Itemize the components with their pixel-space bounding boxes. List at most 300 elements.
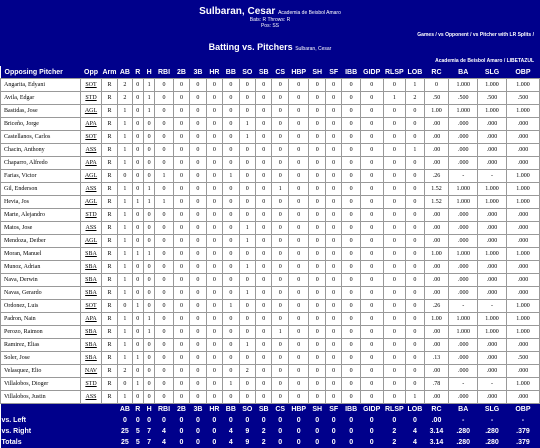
stat-cell: 0: [173, 131, 189, 144]
stat-cell: 0: [190, 235, 206, 248]
column-header-lob[interactable]: LOB: [406, 66, 425, 79]
stat-cell: 0: [155, 339, 174, 352]
stat-cell: 0: [206, 339, 222, 352]
summary-cell: 0: [309, 426, 325, 437]
opponent-link[interactable]: SBA: [81, 274, 102, 287]
stat-cell: .000: [478, 339, 507, 352]
stat-cell: 0: [272, 118, 288, 131]
column-header-cs[interactable]: CS: [272, 66, 288, 79]
stat-cell: .000: [449, 157, 478, 170]
stat-cell: .00: [424, 326, 449, 339]
batting-vs-pitchers-table: [0, 66, 540, 448]
stat-cell: .000: [506, 235, 539, 248]
column-header-h[interactable]: H: [143, 66, 154, 79]
stat-cell: 0: [272, 79, 288, 92]
stat-cell: 0: [309, 157, 325, 170]
stat-cell: 0: [132, 183, 143, 196]
pitcher-name: Nava, Derwin: [1, 274, 81, 287]
stat-cell: 1: [239, 131, 255, 144]
stat-cell: 0: [206, 196, 222, 209]
stat-cell: .000: [478, 274, 507, 287]
stat-cell: 0: [173, 287, 189, 300]
stat-cell: 0: [272, 235, 288, 248]
column-header-sf[interactable]: SF: [325, 66, 341, 79]
stat-cell: 0: [173, 157, 189, 170]
stat-cell: R: [101, 274, 117, 287]
opponent-link[interactable]: ASS: [81, 183, 102, 196]
stat-cell: 0: [383, 352, 406, 365]
team-link[interactable]: Academia de Beisbol Amaro / LIBETAZUL: [435, 58, 534, 64]
stat-cell: R: [101, 326, 117, 339]
stat-cell: 0: [206, 222, 222, 235]
table-row: [1, 157, 540, 170]
column-header-ab[interactable]: AB: [118, 66, 132, 79]
stat-cell: 0: [383, 222, 406, 235]
stat-cell: 0: [223, 209, 239, 222]
stat-cell: 1: [143, 313, 154, 326]
stat-cell: 0: [132, 365, 143, 378]
stat-cell: .000: [506, 157, 539, 170]
column-header-bb[interactable]: BB: [223, 66, 239, 79]
opponent-link[interactable]: SOT: [81, 131, 102, 144]
stat-cell: 0: [383, 391, 406, 404]
stat-cell: 0: [173, 339, 189, 352]
opponent-link[interactable]: SBA: [81, 339, 102, 352]
opponent-link[interactable]: AGL: [81, 105, 102, 118]
stat-cell: .000: [478, 222, 507, 235]
stat-cell: 0: [132, 209, 143, 222]
stat-cell: 0: [256, 248, 272, 261]
stat-cell: .000: [506, 144, 539, 157]
opponent-link[interactable]: SBA: [81, 261, 102, 274]
summary-cell: 0: [325, 437, 341, 448]
opponent-link[interactable]: APA: [81, 157, 102, 170]
summary-cell: 0: [360, 437, 383, 448]
table-row: [1, 79, 540, 92]
stat-cell: 0: [383, 378, 406, 391]
stat-cell: 0: [132, 92, 143, 105]
stat-cell: 0: [256, 79, 272, 92]
stat-cell: 0: [288, 183, 309, 196]
pitcher-name: Castellanos, Carlos: [1, 131, 81, 144]
stat-cell: 0: [309, 183, 325, 196]
stat-cell: 0: [256, 235, 272, 248]
summary-cell: 0: [309, 437, 325, 448]
stat-cell: 0: [256, 391, 272, 404]
stat-cell: 0: [118, 170, 132, 183]
stat-cell: 0: [143, 144, 154, 157]
column-header-ibb[interactable]: IBB: [342, 66, 361, 79]
stat-cell: .000: [449, 209, 478, 222]
summary-cell: 0: [118, 415, 132, 426]
stat-cell: 0: [223, 79, 239, 92]
stat-cell: 0: [173, 365, 189, 378]
stat-cell: 0: [406, 365, 425, 378]
column-header-2b[interactable]: 2B: [173, 66, 189, 79]
stat-cell: 0: [132, 261, 143, 274]
stat-cell: 0: [342, 170, 361, 183]
stat-cell: .000: [449, 131, 478, 144]
stat-cell: 0: [132, 235, 143, 248]
stat-cell: 1: [406, 79, 425, 92]
summary-cell: 4: [406, 437, 425, 448]
stat-cell: 0: [288, 118, 309, 131]
table-row: [1, 339, 540, 352]
opponent-link[interactable]: AGL: [81, 235, 102, 248]
stat-cell: 0: [190, 300, 206, 313]
stat-cell: 0: [155, 222, 174, 235]
table-row: [1, 183, 540, 196]
stat-cell: 0: [272, 144, 288, 157]
stat-cell: 1.000: [449, 79, 478, 92]
column-header-opp[interactable]: Opp: [81, 66, 102, 79]
stat-cell: 1: [239, 235, 255, 248]
stat-cell: 1.000: [478, 79, 507, 92]
stat-cell: 0: [190, 261, 206, 274]
opponent-link[interactable]: STD: [81, 92, 102, 105]
summary-column-header: OBP: [506, 404, 539, 416]
opponent-link[interactable]: SBA: [81, 287, 102, 300]
stat-cell: 0: [383, 248, 406, 261]
stat-cell: 0: [325, 326, 341, 339]
summary-cell: 7: [143, 437, 154, 448]
stat-cell: 0: [383, 183, 406, 196]
stat-cell: 0: [173, 326, 189, 339]
column-header-obp[interactable]: OBP: [506, 66, 539, 79]
column-header-rlsp[interactable]: RLSP: [383, 66, 406, 79]
stat-cell: 0: [239, 105, 255, 118]
bats-throws: Bats: R Throws: R: [249, 17, 291, 23]
stat-cell: 0: [342, 248, 361, 261]
stat-cell: 0: [143, 365, 154, 378]
pitcher-name: Marte, Alejandro: [1, 209, 81, 222]
stat-cell: 0: [325, 79, 341, 92]
pitcher-name: Padron, Nain: [1, 313, 81, 326]
stat-cell: 0: [288, 131, 309, 144]
stat-cell: 1: [143, 326, 154, 339]
stat-cell: 0: [173, 300, 189, 313]
stat-cell: 0: [406, 118, 425, 131]
stat-cell: 1: [118, 131, 132, 144]
opponent-link[interactable]: AGL: [81, 196, 102, 209]
stat-cell: 0: [325, 92, 341, 105]
summary-cell: 4: [406, 426, 425, 437]
stat-cell: 0: [360, 274, 383, 287]
summary-header-blank: [1, 404, 118, 416]
stat-cell: 0: [132, 157, 143, 170]
stat-cell: 0: [223, 222, 239, 235]
stat-cell: 0: [239, 92, 255, 105]
column-header-slg[interactable]: SLG: [478, 66, 507, 79]
stat-cell: 1: [118, 313, 132, 326]
stat-cell: 0: [256, 92, 272, 105]
stat-cell: 0: [309, 365, 325, 378]
stat-cell: 1: [143, 92, 154, 105]
stat-cell: 0: [309, 209, 325, 222]
stat-cell: 0: [325, 209, 341, 222]
column-header-3b[interactable]: 3B: [190, 66, 206, 79]
stat-cell: 0: [118, 300, 132, 313]
table-row: [1, 326, 540, 339]
table-row: [1, 352, 540, 365]
column-header-hbp[interactable]: HBP: [288, 66, 309, 79]
summary-cell: 25: [118, 426, 132, 437]
opponent-link[interactable]: SBA: [81, 326, 102, 339]
summary-cell: 0: [272, 415, 288, 426]
stat-cell: .000: [478, 209, 507, 222]
column-header-arm[interactable]: Arm: [101, 66, 117, 79]
section-title-text: Batting vs. Pitchers: [208, 42, 293, 52]
stat-cell: 1.000: [506, 183, 539, 196]
summary-cell: 2: [256, 426, 272, 437]
stat-cell: .50: [424, 92, 449, 105]
stat-cell: 0: [309, 300, 325, 313]
stat-cell: 0: [272, 248, 288, 261]
stat-cell: 0: [406, 209, 425, 222]
summary-cell: 0: [288, 426, 309, 437]
stat-cell: .000: [478, 118, 507, 131]
stat-cell: 1: [118, 261, 132, 274]
stat-cell: 0: [360, 365, 383, 378]
stat-cell: 0: [342, 222, 361, 235]
stat-cell: 0: [143, 339, 154, 352]
stat-cell: 0: [288, 209, 309, 222]
stat-cell: 0: [132, 118, 143, 131]
stat-cell: 0: [173, 235, 189, 248]
stat-cell: 0: [155, 118, 174, 131]
stat-cell: 0: [173, 170, 189, 183]
stat-cell: 0: [223, 274, 239, 287]
stat-cell: 1: [118, 196, 132, 209]
stat-cell: 0: [206, 352, 222, 365]
stat-cell: 0: [155, 378, 174, 391]
stat-cell: 1: [132, 196, 143, 209]
opponent-link[interactable]: ASS: [81, 222, 102, 235]
stat-cell: 0: [272, 261, 288, 274]
summary-cell: 2: [383, 426, 406, 437]
column-header-sh[interactable]: SH: [309, 66, 325, 79]
stat-cell: 1.000: [478, 313, 507, 326]
stat-cell: 0: [190, 105, 206, 118]
column-header-opposing-pitcher[interactable]: Opposing Pitcher: [1, 66, 81, 79]
stat-cell: 0: [206, 118, 222, 131]
table-row: [1, 222, 540, 235]
stat-cell: 0: [206, 313, 222, 326]
section-title: [0, 42, 540, 52]
column-header-hr[interactable]: HR: [206, 66, 222, 79]
stat-cell: 0: [256, 352, 272, 365]
stat-cell: 0: [309, 313, 325, 326]
stat-cell: 0: [223, 391, 239, 404]
stat-cell: 0: [383, 326, 406, 339]
summary-cell: 0: [325, 426, 341, 437]
stat-cell: 0: [406, 196, 425, 209]
stat-cell: 0: [309, 378, 325, 391]
stat-cell: 0: [360, 391, 383, 404]
stat-cell: R: [101, 170, 117, 183]
pitcher-name: Ordonez, Luis: [1, 300, 81, 313]
stat-cell: .000: [506, 287, 539, 300]
stat-cell: 1: [118, 144, 132, 157]
stat-cell: R: [101, 248, 117, 261]
summary-column-header: RLSP: [383, 404, 406, 416]
stat-cell: 0: [342, 118, 361, 131]
opponent-link[interactable]: SBA: [81, 248, 102, 261]
column-header-so[interactable]: SO: [239, 66, 255, 79]
stat-cell: 0: [190, 326, 206, 339]
stat-cell: 1: [383, 92, 406, 105]
summary-cell: 0: [342, 437, 361, 448]
stat-cell: .000: [478, 352, 507, 365]
stat-cell: .000: [449, 274, 478, 287]
stat-cell: 0: [239, 209, 255, 222]
stat-cell: 0: [288, 274, 309, 287]
stat-cell: 0: [406, 105, 425, 118]
stat-cell: 1: [118, 105, 132, 118]
stat-cell: R: [101, 105, 117, 118]
stat-cell: 0: [288, 196, 309, 209]
summary-cell: 0: [256, 415, 272, 426]
stat-cell: 0: [325, 222, 341, 235]
stat-cell: 1: [132, 352, 143, 365]
stat-cell: .000: [506, 131, 539, 144]
stat-cell: 0: [190, 365, 206, 378]
stat-cell: 0: [206, 287, 222, 300]
stat-cell: R: [101, 157, 117, 170]
stat-cell: 0: [288, 222, 309, 235]
opponent-link[interactable]: ASS: [81, 144, 102, 157]
pitcher-name: Chacin, Anthony: [1, 144, 81, 157]
summary-cell: 0: [360, 415, 383, 426]
stat-cell: 0: [288, 287, 309, 300]
stat-cell: 0: [309, 118, 325, 131]
stat-cell: 0: [190, 391, 206, 404]
table-header-row: [1, 66, 540, 79]
opponent-link[interactable]: SOT: [81, 79, 102, 92]
stat-cell: 0: [256, 170, 272, 183]
stat-cell: 0: [360, 287, 383, 300]
summary-label: vs. Left: [1, 415, 118, 426]
summary-cell: 3.14: [424, 426, 449, 437]
stat-cell: 0: [223, 92, 239, 105]
stat-cell: 1.000: [506, 378, 539, 391]
stat-cell: 0: [406, 248, 425, 261]
stat-cell: 0: [173, 183, 189, 196]
pitcher-name: Angarita, Edyani: [1, 79, 81, 92]
split-nav-links[interactable]: Games / vs Opponent / vs Pitcher with LR Splits /: [417, 32, 534, 38]
stat-cell: 0: [406, 261, 425, 274]
summary-row: [1, 415, 540, 426]
stat-cell: .500: [506, 352, 539, 365]
stat-cell: 0: [223, 196, 239, 209]
stat-cell: 0: [173, 261, 189, 274]
stat-cell: 0: [383, 144, 406, 157]
stat-cell: 0: [325, 300, 341, 313]
column-header-gidp[interactable]: GIDP: [360, 66, 383, 79]
stat-cell: 1.000: [449, 313, 478, 326]
stat-cell: .000: [506, 209, 539, 222]
stat-cell: 1.000: [449, 105, 478, 118]
table-row: [1, 391, 540, 404]
stat-cell: 1: [143, 183, 154, 196]
stat-cell: 0: [132, 105, 143, 118]
summary-cell: 0: [155, 415, 174, 426]
column-header-rbi[interactable]: RBI: [155, 66, 174, 79]
opponent-link[interactable]: SOT: [81, 300, 102, 313]
stat-cell: 0: [190, 144, 206, 157]
stat-cell: 0: [173, 209, 189, 222]
stat-cell: 0: [383, 339, 406, 352]
opponent-link[interactable]: APA: [81, 118, 102, 131]
stat-cell: R: [101, 183, 117, 196]
stat-cell: 0: [288, 378, 309, 391]
opponent-link[interactable]: STD: [81, 378, 102, 391]
column-header-r[interactable]: R: [132, 66, 143, 79]
summary-cell: -: [506, 415, 539, 426]
summary-cell: 0: [190, 437, 206, 448]
stat-cell: .500: [449, 92, 478, 105]
stat-cell: 0: [383, 300, 406, 313]
stat-cell: 1: [118, 209, 132, 222]
stat-cell: 0: [239, 391, 255, 404]
summary-row: [1, 426, 540, 437]
stat-cell: 1: [406, 391, 425, 404]
table-row: [1, 131, 540, 144]
stat-cell: .00: [424, 274, 449, 287]
opponent-link[interactable]: AGL: [81, 170, 102, 183]
stat-cell: 0: [256, 144, 272, 157]
stat-cell: R: [101, 287, 117, 300]
stat-cell: 1.00: [424, 248, 449, 261]
column-header-rc[interactable]: RC: [424, 66, 449, 79]
stat-cell: 0: [360, 79, 383, 92]
opponent-link[interactable]: STD: [81, 209, 102, 222]
stat-cell: -: [478, 300, 507, 313]
stat-cell: .26: [424, 300, 449, 313]
stat-cell: 0: [223, 235, 239, 248]
summary-column-header: SF: [325, 404, 341, 416]
stat-cell: 0: [360, 300, 383, 313]
stat-cell: 1: [118, 118, 132, 131]
summary-cell: 0: [206, 426, 222, 437]
pitcher-name: Moran, Manuel: [1, 248, 81, 261]
stat-cell: .000: [506, 261, 539, 274]
pitcher-name: Ramirez, Elias: [1, 339, 81, 352]
stat-cell: 0: [342, 313, 361, 326]
stat-cell: 1.000: [478, 183, 507, 196]
stat-cell: 0: [223, 105, 239, 118]
stat-cell: .000: [449, 144, 478, 157]
stat-cell: 0: [288, 339, 309, 352]
pitcher-name: Briceño, Jorge: [1, 118, 81, 131]
stat-cell: 2: [118, 365, 132, 378]
opponent-link[interactable]: NAV: [81, 365, 102, 378]
stat-cell: 0: [383, 274, 406, 287]
stat-cell: 0: [206, 92, 222, 105]
opponent-link[interactable]: SBA: [81, 352, 102, 365]
column-header-ba[interactable]: BA: [449, 66, 478, 79]
column-header-sb[interactable]: SB: [256, 66, 272, 79]
stat-cell: 0: [342, 157, 361, 170]
opponent-link[interactable]: APA: [81, 313, 102, 326]
stat-cell: 0: [288, 248, 309, 261]
stat-cell: 0: [132, 144, 143, 157]
stat-cell: 0: [223, 339, 239, 352]
stat-cell: 0: [132, 222, 143, 235]
stat-cell: 0: [272, 92, 288, 105]
opponent-link[interactable]: ASS: [81, 391, 102, 404]
stat-cell: 0: [190, 352, 206, 365]
